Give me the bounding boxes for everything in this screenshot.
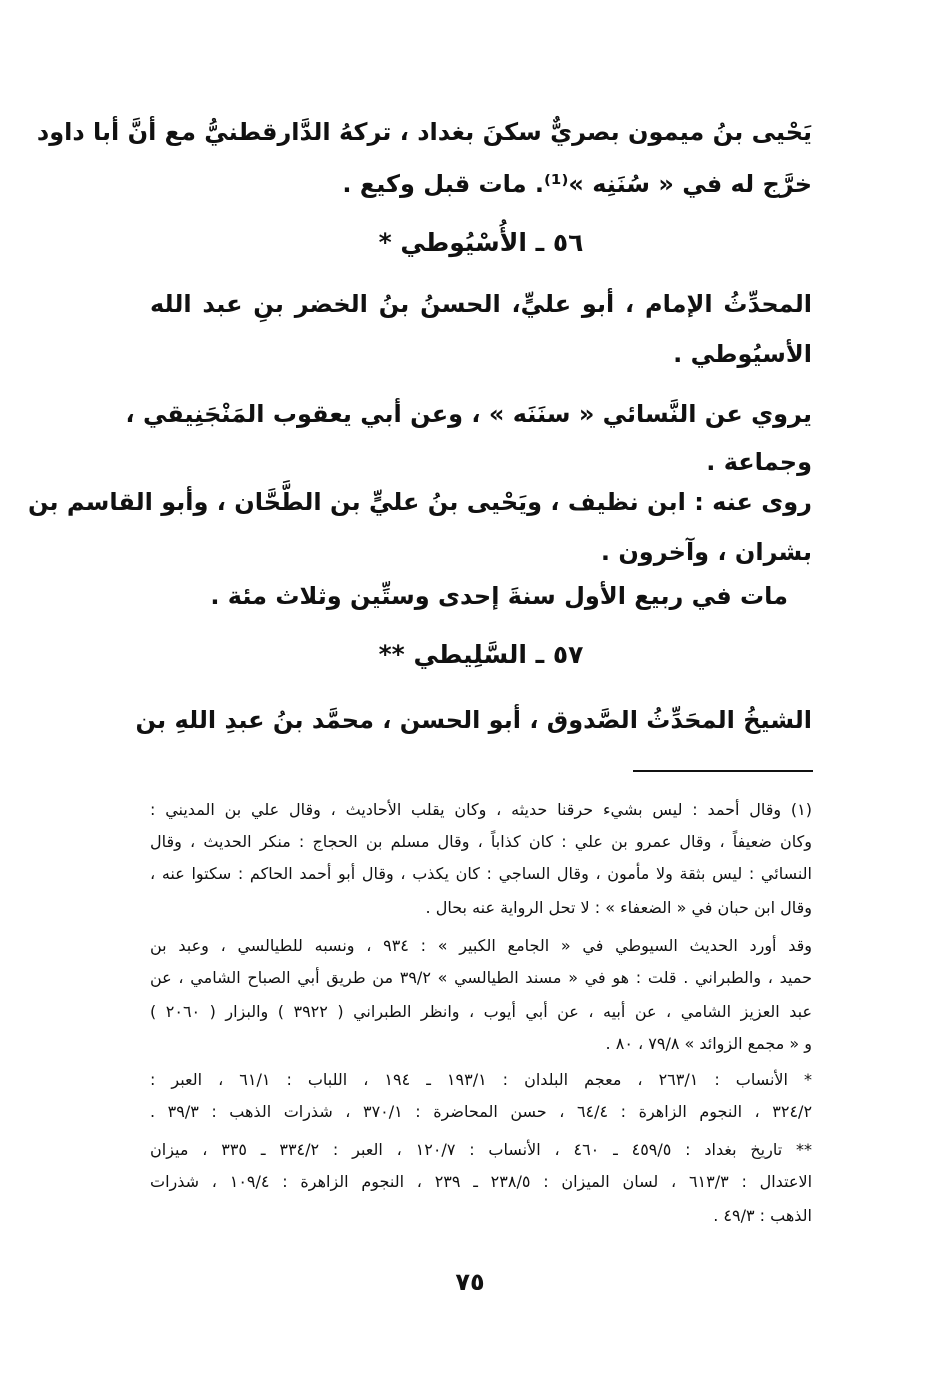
entry-heading-56: ٥٦ ـ الأُسْيُوطي * xyxy=(378,228,584,257)
footnote-line: ** تاريخ بغداد : ٤٥٩/٥ ـ ٤٦٠ ، الأنساب : ١٢٠/٧ ، العبر : ٣٣٤/٢ ـ ٣٣٥ ، ميزان xyxy=(150,1140,813,1159)
footnote-line: الاعتدال : ٦١٣/٣ ، لسان الميزان : ٢٣٨/٥ ـ ٢٣٩ ، النجوم الزاهرة : ١٠٩/٤ ، شذرات xyxy=(150,1172,813,1191)
body-line: يروي عن النَّسائي « سنَنَه » ، وعن أبي يعقوب المَنْجَنِيقي ، xyxy=(125,400,812,428)
footnote-line: ٣٢٤/٢ ، النجوم الزاهرة : ٦٤/٤ ، حسن المحاضرة : ٣٧٠/١ ، شذرات الذهب : ٣٩/٣ . xyxy=(150,1102,813,1121)
body-line: خرَّج له في « سُنَنِه »⁽¹⁾. مات قبل وكيع . xyxy=(342,170,812,198)
page-number: ٧٥ xyxy=(455,1268,485,1296)
footnote-line: و « مجمع الزوائد » ٧٩/٨ ، ٨٠ . xyxy=(605,1034,812,1053)
body-line: وجماعة . xyxy=(706,448,812,476)
body-line: المحدِّثُ الإمام ، أبو عليٍّ، الحسنُ بنُ الخضر بنِ عبد الله xyxy=(150,290,812,318)
footnote-line: النسائي : ليس بثقة ولا مأمون ، وقال الساجي : كان يكذب ، وقال أبو أحمد الحاكم : سكتوا عنه ، xyxy=(150,864,812,883)
body-line: الشيخُ المحَدِّثُ الصَّدوق ، أبو الحسن ، محمَّد بنُ عبدِ اللهِ بن xyxy=(135,706,812,734)
footnote-line: * الأنساب : ٢٦٣/١ ، معجم البلدان : ١٩٣/١ ـ ١٩٤ ، اللباب : ٦١/١ ، العبر : xyxy=(150,1070,812,1089)
footnote-line: الذهب : ٤٩/٣ . xyxy=(713,1206,812,1225)
body-line: الأسيُوطي . xyxy=(673,340,812,368)
body-line: يَحْيى بنُ ميمون بصريٌّ سكنَ بغداد ، تركهُ الدَّارقطنيُّ مع أنَّ أبا داود xyxy=(36,118,812,146)
footnote-line: وقال ابن حبان في « الضعفاء » : لا تحل الرواية عنه بحال . xyxy=(425,898,812,917)
body-line: مات في ربيع الأول سنةَ إحدى وستِّين وثلاث مئة . xyxy=(210,582,788,610)
footnote-line: وكان ضعيفاً ، وقال عمرو بن علي : كان كذاباً ، وقال مسلم بن الحجاج : منكر الحديث ، وقال xyxy=(150,832,812,851)
body-line: روى عنه : ابن نظيف ، ويَحْيى بنُ عليٍّ بن الطَّحَّان ، وأبو القاسم بن xyxy=(27,488,812,516)
footnote-line: وقد أورد الحديث السيوطي في « الجامع الكبير » : ٩٣٤ ، ونسبه للطيالسي ، وعبد بن xyxy=(150,936,812,955)
footnote-separator xyxy=(633,770,813,772)
footnote-line: (١) وقال أحمد : ليس بشيء حرقنا حديثه ، وكان يقلب الأحاديث ، وقال علي بن المديني : xyxy=(150,800,812,819)
footnote-line: حميد ، والطبراني . قلت : هو في « مسند الطيالسي » ٣٩/٢ من طريق أبي الصباح الشامي ، عن xyxy=(150,968,812,987)
entry-heading-57: ٥٧ ـ السَّلِيطي ** xyxy=(378,640,584,669)
footnote-line: عبد العزيز الشامي ، عن أبيه ، عن أبي أيوب ، وانظر الطبراني ( ٣٩٢٢ ) والبزار ( ٢٠٦٠ ) xyxy=(150,1002,813,1021)
body-line: بشران ، وآخرون . xyxy=(600,538,812,566)
